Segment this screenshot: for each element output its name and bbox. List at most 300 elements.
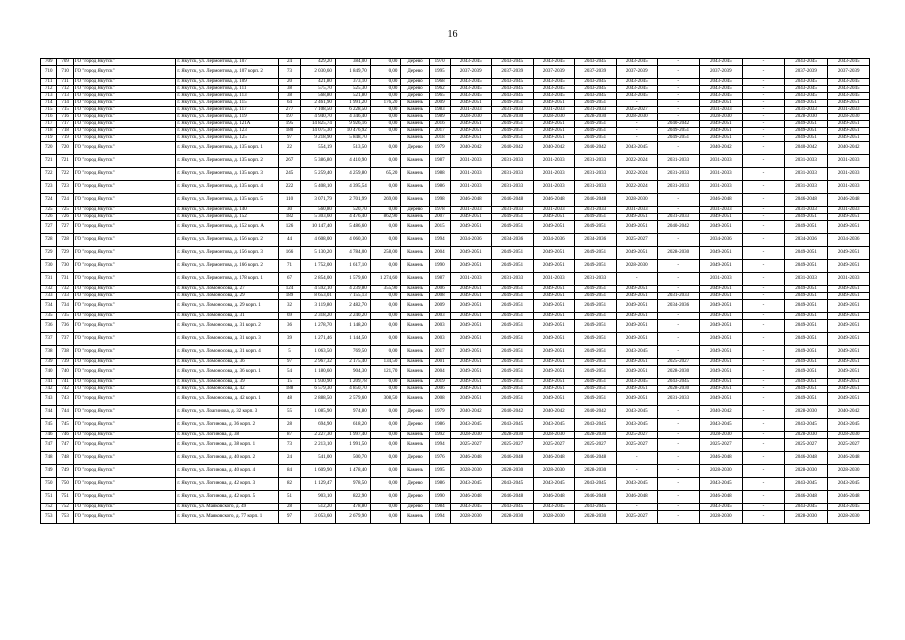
table-body xyxy=(41,59,870,524)
cell-residents: 22 xyxy=(279,142,301,155)
cell-house-number: 713 xyxy=(57,93,73,100)
cell-heating-repair: 2043-2045 xyxy=(616,478,658,491)
cell-insulation-repair: 2028-2030 xyxy=(828,511,870,524)
cell-residents: 124 xyxy=(279,286,301,293)
cell-municipality: ГО "город Якутск" xyxy=(73,121,176,128)
table-row xyxy=(41,194,870,207)
cell-sewer-repair: 2049-2051 xyxy=(784,393,828,406)
cell-sewer-repair: 2049-2051 xyxy=(784,128,828,135)
cell-row-number: 717 xyxy=(41,121,57,128)
cell-sewer-repair: 2049-2051 xyxy=(784,333,828,346)
cell-electric-repair: 2049-2051 xyxy=(575,214,617,221)
cell-heating-repair: 2043-2045 xyxy=(616,419,658,432)
cell-row-number: 733 xyxy=(41,293,57,300)
cell-elevator-repair: - xyxy=(658,511,700,524)
cell-address: г. Якутск, ул. Ломоносова, д. 36 корп. 1 xyxy=(176,366,279,379)
cell-address: г. Якутск, ул. Лермонтова, д. 135 корп. 3 xyxy=(176,168,279,181)
cell-insulation-repair: 2028-2030 xyxy=(828,114,870,121)
cell-gas-repair: - xyxy=(743,181,785,194)
cell-row-number: 739 xyxy=(41,359,57,366)
cell-address: г. Якутск, ул. Ломоносова, д. 31 корп. 4 xyxy=(176,346,279,359)
cell-total-area: 2 030,60 xyxy=(300,66,335,79)
cell-sewer-repair: 2049-2051 xyxy=(784,313,828,320)
cell-water-repair: 2049-2051 xyxy=(699,247,743,260)
cell-municipality: ГО "город Якутск" xyxy=(73,439,176,452)
cell-house-number: 742 xyxy=(57,386,73,393)
cell-living-area: 1 991,20 xyxy=(335,100,370,107)
cell-living-area: 1 617,10 xyxy=(335,260,370,273)
cell-insulation-repair: 2028-2030 xyxy=(828,432,870,439)
cell-nonliving-area: 0,00 xyxy=(370,79,401,86)
cell-address: г. Якутск, ул. Маяковского, д. 49 xyxy=(176,504,279,511)
cell-elevator-repair: 2040-2042 xyxy=(658,221,700,234)
table-row xyxy=(41,465,870,478)
cell-gas-repair: - xyxy=(743,478,785,491)
cell-living-area: 5 486,60 xyxy=(335,221,370,234)
cell-residents: 38 xyxy=(279,93,301,100)
cell-insulation-repair: 2046-2048 xyxy=(828,491,870,504)
cell-house-number: 714 xyxy=(57,100,73,107)
cell-elevator-repair: - xyxy=(658,79,700,86)
cell-facade-repair: 2049-2051 xyxy=(492,293,534,300)
cell-electric-repair: 2049-2051 xyxy=(575,128,617,135)
cell-year-built: 2015 xyxy=(429,221,450,234)
cell-wall-material: Дерево xyxy=(401,207,429,214)
cell-living-area: 1 579,60 xyxy=(335,273,370,286)
cell-row-number: 711 xyxy=(41,79,57,86)
cell-insulation-repair: 2031-2033 xyxy=(828,107,870,114)
cell-residents: 24 xyxy=(279,452,301,465)
cell-row-number: 751 xyxy=(41,491,57,504)
cell-municipality: ГО "город Якутск" xyxy=(73,155,176,168)
cell-heating-repair: 2028-2030 xyxy=(616,114,658,121)
cell-address: г. Якутск, ул. Логинова, д. 36 корп. 2 xyxy=(176,419,279,432)
cell-total-area: 1 063,50 xyxy=(300,346,335,359)
cell-sewer-repair: 2049-2051 xyxy=(784,320,828,333)
cell-living-area: 2 701,99 xyxy=(335,194,370,207)
cell-year-built: 1990 xyxy=(429,491,450,504)
cell-gas-repair: - xyxy=(743,59,785,66)
cell-facade-repair: 2049-2051 xyxy=(492,346,534,359)
cell-electric-repair: 2049-2051 xyxy=(575,135,617,142)
cell-water-repair: 2049-2051 xyxy=(699,379,743,386)
cell-municipality: ГО "город Якутск" xyxy=(73,142,176,155)
table-row xyxy=(41,93,870,100)
cell-facade-repair: 2046-2048 xyxy=(492,194,534,207)
cell-living-area: 1 991,50 xyxy=(335,439,370,452)
cell-electric-repair: 2043-2045 xyxy=(575,93,617,100)
cell-year-built: 1995 xyxy=(429,465,450,478)
cell-address: г. Якутск, ул. Ломоносова, д. 31 корп. 3 xyxy=(176,333,279,346)
cell-facade-repair: 2049-2051 xyxy=(492,214,534,221)
cell-year-built: 1990 xyxy=(429,260,450,273)
cell-foundation-repair: 2049-2051 xyxy=(533,320,575,333)
cell-wall-material: Камень xyxy=(401,181,429,194)
cell-row-number: 753 xyxy=(41,511,57,524)
cell-living-area: 618,20 xyxy=(335,419,370,432)
cell-facade-repair: 2049-2051 xyxy=(492,260,534,273)
table-row xyxy=(41,247,870,260)
cell-gas-repair: - xyxy=(743,142,785,155)
cell-wall-material: Дерево xyxy=(401,93,429,100)
table-row xyxy=(41,286,870,293)
cell-insulation-repair: 2043-2045 xyxy=(828,504,870,511)
cell-heating-repair: 2046-2048 xyxy=(616,491,658,504)
table-row xyxy=(41,214,870,221)
cell-municipality: ГО "город Якутск" xyxy=(73,181,176,194)
cell-sewer-repair: 2046-2048 xyxy=(784,491,828,504)
cell-roof-repair: 2034-2036 xyxy=(450,234,492,247)
table-row xyxy=(41,79,870,86)
cell-elevator-repair: - xyxy=(658,142,700,155)
cell-row-number: 715 xyxy=(41,107,57,114)
cell-electric-repair: 2043-2045 xyxy=(575,59,617,66)
cell-gas-repair: - xyxy=(743,379,785,386)
cell-living-area: 822,90 xyxy=(335,491,370,504)
cell-sewer-repair: 2049-2051 xyxy=(784,293,828,300)
cell-year-built: 1968 xyxy=(429,79,450,86)
cell-address: г. Якутск, ул. Лермонтова, д. 111 xyxy=(176,86,279,93)
cell-year-built: 2017 xyxy=(429,128,450,135)
cell-row-number: 727 xyxy=(41,221,57,234)
cell-electric-repair: 2031-2033 xyxy=(575,107,617,114)
cell-sewer-repair: 2043-2045 xyxy=(784,419,828,432)
cell-heating-repair: 2022-2024 xyxy=(616,181,658,194)
cell-house-number: 715 xyxy=(57,107,73,114)
cell-facade-repair: 2049-2051 xyxy=(492,128,534,135)
cell-gas-repair: - xyxy=(743,79,785,86)
cell-facade-repair: 2049-2051 xyxy=(492,100,534,107)
cell-municipality: ГО "город Якутск" xyxy=(73,207,176,214)
cell-water-repair: 2046-2048 xyxy=(699,194,743,207)
cell-electric-repair: 2049-2051 xyxy=(575,379,617,386)
cell-electric-repair: 2031-2033 xyxy=(575,168,617,181)
cell-total-area: 1 129,47 xyxy=(300,478,335,491)
cell-row-number: 730 xyxy=(41,260,57,273)
cell-wall-material: Камень xyxy=(401,432,429,439)
cell-house-number: 720 xyxy=(57,142,73,155)
cell-insulation-repair: 2049-2051 xyxy=(828,366,870,379)
cell-roof-repair: 2028-2030 xyxy=(450,465,492,478)
cell-address: г. Якутск, ул. Ломоносова, д. 31 корп. 2 xyxy=(176,320,279,333)
cell-insulation-repair: 2025-2027 xyxy=(828,439,870,452)
cell-living-area: 384,00 xyxy=(335,59,370,66)
cell-residents: 73 xyxy=(279,66,301,79)
cell-facade-repair: 2046-2048 xyxy=(492,491,534,504)
cell-sewer-repair: 2049-2051 xyxy=(784,286,828,293)
cell-address: г. Якутск, ул. Ломоносова, д. 29 корп. 1 xyxy=(176,300,279,313)
cell-nonliving-area: 0,00 xyxy=(370,478,401,491)
cell-address: г. Якутск, ул. Лермонтова, д. 123 xyxy=(176,128,279,135)
cell-living-area: 373,10 xyxy=(335,79,370,86)
cell-wall-material: Камень xyxy=(401,128,429,135)
cell-total-area: 5 130,20 xyxy=(300,247,335,260)
cell-gas-repair: - xyxy=(743,128,785,135)
cell-elevator-repair: - xyxy=(658,465,700,478)
cell-heating-repair: - xyxy=(616,452,658,465)
cell-heating-repair: 2049-2051 xyxy=(616,359,658,366)
cell-nonliving-area: 176,20 xyxy=(370,100,401,107)
cell-year-built: 2003 xyxy=(429,313,450,320)
cell-insulation-repair: 2049-2051 xyxy=(828,247,870,260)
cell-roof-repair: 2031-2033 xyxy=(450,273,492,286)
cell-electric-repair: 2031-2033 xyxy=(575,273,617,286)
cell-total-area: 5 408,10 xyxy=(300,181,335,194)
cell-residents: 28 xyxy=(279,419,301,432)
cell-water-repair: 2049-2051 xyxy=(699,300,743,313)
cell-total-area: 1 085,90 xyxy=(300,406,335,419)
cell-electric-repair: 2031-2033 xyxy=(575,155,617,168)
cell-living-area: 4 060,30 xyxy=(335,234,370,247)
cell-foundation-repair: 2028-2030 xyxy=(533,465,575,478)
cell-facade-repair: 2028-2030 xyxy=(492,432,534,439)
table-row xyxy=(41,406,870,419)
table-row xyxy=(41,234,870,247)
cell-gas-repair: - xyxy=(743,504,785,511)
cell-sewer-repair: 2028-2030 xyxy=(784,406,828,419)
cell-residents: 197 xyxy=(279,114,301,121)
cell-year-built: 2006 xyxy=(429,386,450,393)
cell-water-repair: 2043-2045 xyxy=(699,419,743,432)
cell-living-area: 2 482,70 xyxy=(335,300,370,313)
cell-total-area: 10 147,40 xyxy=(300,221,335,234)
cell-water-repair: 2028-2030 xyxy=(699,432,743,439)
cell-living-area: 4 850,70 xyxy=(335,386,370,393)
cell-water-repair: 2049-2051 xyxy=(699,320,743,333)
cell-gas-repair: - xyxy=(743,313,785,320)
cell-sewer-repair: 2028-2030 xyxy=(784,465,828,478)
cell-electric-repair: 2049-2051 xyxy=(575,100,617,107)
cell-facade-repair: 2043-2045 xyxy=(492,59,534,66)
cell-municipality: ГО "город Якутск" xyxy=(73,393,176,406)
cell-elevator-repair: 2031-2033 xyxy=(658,155,700,168)
cell-living-area: 1 144,50 xyxy=(335,333,370,346)
cell-heating-repair: 2031-2033 xyxy=(616,207,658,214)
cell-elevator-repair: 2028-2030 xyxy=(658,247,700,260)
cell-row-number: 752 xyxy=(41,504,57,511)
cell-municipality: ГО "город Якутск" xyxy=(73,194,176,207)
cell-sewer-repair: 2031-2033 xyxy=(784,107,828,114)
cell-row-number: 740 xyxy=(41,366,57,379)
cell-gas-repair: - xyxy=(743,93,785,100)
cell-row-number: 726 xyxy=(41,214,57,221)
cell-address: г. Якутск, ул. Лермонтова, д. 135 корп. 4 xyxy=(176,181,279,194)
cell-total-area: 694,90 xyxy=(300,419,335,432)
cell-sewer-repair: 2028-2030 xyxy=(784,114,828,121)
cell-foundation-repair: 2049-2051 xyxy=(533,359,575,366)
cell-water-repair: 2049-2051 xyxy=(699,135,743,142)
cell-foundation-repair: 2028-2030 xyxy=(533,432,575,439)
cell-wall-material: Дерево xyxy=(401,419,429,432)
cell-facade-repair: 2049-2051 xyxy=(492,286,534,293)
cell-sewer-repair: 2043-2045 xyxy=(784,93,828,100)
table-row xyxy=(41,221,870,234)
cell-sewer-repair: 2043-2045 xyxy=(784,478,828,491)
cell-heating-repair: 2025-2027 xyxy=(616,439,658,452)
cell-heating-repair: 2025-2027 xyxy=(616,107,658,114)
cell-gas-repair: - xyxy=(743,386,785,393)
cell-wall-material: Камень xyxy=(401,333,429,346)
cell-residents: 82 xyxy=(279,478,301,491)
cell-facade-repair: 2043-2045 xyxy=(492,86,534,93)
cell-living-area: 500,70 xyxy=(335,452,370,465)
cell-water-repair: 2049-2051 xyxy=(699,100,743,107)
cell-residents: 188 xyxy=(279,386,301,393)
cell-foundation-repair: 2025-2027 xyxy=(533,439,575,452)
cell-address: г. Якутск, ул. Лермонтова, д. 113 xyxy=(176,93,279,100)
cell-year-built: 2008 xyxy=(429,393,450,406)
cell-foundation-repair: 2049-2051 xyxy=(533,214,575,221)
cell-address: г. Якутск, ул. Логинова, д. 42 корп. 5 xyxy=(176,491,279,504)
cell-insulation-repair: 2046-2048 xyxy=(828,194,870,207)
cell-nonliving-area: 0,00 xyxy=(370,452,401,465)
table-row xyxy=(41,511,870,524)
cell-residents: 69 xyxy=(279,313,301,320)
cell-gas-repair: - xyxy=(743,439,785,452)
cell-sewer-repair: 2028-2030 xyxy=(784,432,828,439)
cell-living-area: 4 259,80 xyxy=(335,168,370,181)
cell-roof-repair: 2031-2033 xyxy=(450,207,492,214)
cell-wall-material: Дерево xyxy=(401,504,429,511)
cell-address: г. Якутск, ул. Лермонтова, д. 121А xyxy=(176,121,279,128)
cell-year-built: 2019 xyxy=(429,379,450,386)
cell-residents: 38 xyxy=(279,86,301,93)
cell-row-number: 735 xyxy=(41,313,57,320)
cell-sewer-repair: 2043-2045 xyxy=(784,504,828,511)
cell-roof-repair: 2043-2045 xyxy=(450,93,492,100)
cell-water-repair: 2049-2051 xyxy=(699,366,743,379)
cell-total-area: 2 967,32 xyxy=(300,359,335,366)
cell-nonliving-area: 0,00 xyxy=(370,155,401,168)
cell-gas-repair: - xyxy=(743,100,785,107)
cell-facade-repair: 2049-2051 xyxy=(492,300,534,313)
cell-facade-repair: 2046-2048 xyxy=(492,452,534,465)
cell-roof-repair: 2049-2051 xyxy=(450,135,492,142)
cell-residents: 30 xyxy=(279,207,301,214)
cell-wall-material: Дерево xyxy=(401,478,429,491)
cell-municipality: ГО "город Якутск" xyxy=(73,386,176,393)
cell-living-area: 2 679,90 xyxy=(335,511,370,524)
cell-insulation-repair: 2034-2036 xyxy=(828,234,870,247)
cell-heating-repair: 2025-2027 xyxy=(616,432,658,439)
cell-roof-repair: 2049-2051 xyxy=(450,293,492,300)
cell-address: г. Якутск, ул. Лермонтова, д. 178 корп. 1 xyxy=(176,273,279,286)
cell-living-area: 1 478,40 xyxy=(335,465,370,478)
cell-house-number: 719 xyxy=(57,135,73,142)
cell-house-number: 730 xyxy=(57,260,73,273)
cell-row-number: 714 xyxy=(41,100,57,107)
cell-electric-repair: 2049-2051 xyxy=(575,286,617,293)
cell-residents: 20 xyxy=(279,79,301,86)
cell-total-area: 8 653,01 xyxy=(300,293,335,300)
cell-facade-repair: 2031-2033 xyxy=(492,273,534,286)
table-row xyxy=(41,393,870,406)
cell-row-number: 721 xyxy=(41,155,57,168)
cell-total-area: 9 218,90 xyxy=(300,135,335,142)
cell-water-repair: 2028-2030 xyxy=(699,114,743,121)
cell-roof-repair: 2028-2030 xyxy=(450,432,492,439)
cell-gas-repair: - xyxy=(743,359,785,366)
cell-heating-repair: 2049-2051 xyxy=(616,221,658,234)
cell-elevator-repair: - xyxy=(658,439,700,452)
cell-row-number: 731 xyxy=(41,273,57,286)
cell-facade-repair: 2043-2045 xyxy=(492,504,534,511)
cell-wall-material: Камень xyxy=(401,114,429,121)
cell-nonliving-area: 0,00 xyxy=(370,320,401,333)
table-row xyxy=(41,273,870,286)
table-row xyxy=(41,168,870,181)
page-number: 16 xyxy=(447,29,458,40)
cell-electric-repair: 2049-2051 xyxy=(575,260,617,273)
cell-gas-repair: - xyxy=(743,419,785,432)
cell-elevator-repair: - xyxy=(658,491,700,504)
cell-wall-material: Камень xyxy=(401,386,429,393)
cell-municipality: ГО "город Якутск" xyxy=(73,286,176,293)
cell-heating-repair: 2028-2030 xyxy=(616,260,658,273)
cell-row-number: 724 xyxy=(41,194,57,207)
cell-sewer-repair: 2043-2045 xyxy=(784,79,828,86)
cell-roof-repair: 2049-2051 xyxy=(450,333,492,346)
cell-nonliving-area xyxy=(370,135,401,142)
cell-house-number: 739 xyxy=(57,359,73,366)
cell-elevator-repair: - xyxy=(658,234,700,247)
cell-insulation-repair: 2049-2051 xyxy=(828,135,870,142)
cell-row-number: 719 xyxy=(41,135,57,142)
cell-address: г. Якутск, ул. Ломоносова, д. 42 xyxy=(176,386,279,393)
cell-total-area: 4 608,00 xyxy=(300,234,335,247)
cell-row-number: 709 xyxy=(41,59,57,66)
cell-municipality: ГО "город Якутск" xyxy=(73,452,176,465)
cell-residents: 245 xyxy=(279,168,301,181)
cell-nonliving-area: 0,00 xyxy=(370,432,401,439)
cell-municipality: ГО "город Якутск" xyxy=(73,273,176,286)
cell-address: г. Якутск, ул. Лермонтова, д. 117 xyxy=(176,107,279,114)
cell-nonliving-area: 0,00 xyxy=(370,465,401,478)
cell-insulation-repair: 2031-2033 xyxy=(828,168,870,181)
cell-facade-repair: 2028-2030 xyxy=(492,511,534,524)
cell-living-area: 5 848,70 xyxy=(335,135,370,142)
cell-elevator-repair: - xyxy=(658,432,700,439)
cell-year-built: 2006 xyxy=(429,286,450,293)
cell-insulation-repair: 2049-2051 xyxy=(828,393,870,406)
cell-elevator-repair: - xyxy=(658,260,700,273)
cell-municipality: ГО "город Якутск" xyxy=(73,346,176,359)
cell-house-number: 748 xyxy=(57,452,73,465)
cell-nonliving-area: 0,00 xyxy=(370,419,401,432)
cell-roof-repair: 2031-2033 xyxy=(450,155,492,168)
cell-living-area: 4 346,40 xyxy=(335,114,370,121)
cell-nonliving-area: 0,00 xyxy=(370,66,401,79)
cell-residents: 180 xyxy=(279,128,301,135)
cell-municipality: ГО "город Якутск" xyxy=(73,128,176,135)
cell-facade-repair: 2043-2045 xyxy=(492,79,534,86)
cell-sewer-repair: 2049-2051 xyxy=(784,135,828,142)
cell-row-number: 745 xyxy=(41,419,57,432)
cell-wall-material: Камень xyxy=(401,286,429,293)
cell-year-built: 1987 xyxy=(429,155,450,168)
table-row xyxy=(41,107,870,114)
cell-foundation-repair: 2043-2045 xyxy=(533,79,575,86)
cell-water-repair: 2049-2051 xyxy=(699,386,743,393)
cell-year-built: 1986 xyxy=(429,419,450,432)
cell-year-built: 1983 xyxy=(429,107,450,114)
cell-water-repair: 2031-2033 xyxy=(699,207,743,214)
cell-roof-repair: 2049-2051 xyxy=(450,300,492,313)
cell-foundation-repair: 2043-2045 xyxy=(533,419,575,432)
cell-nonliving-area: 0,00 xyxy=(370,260,401,273)
cell-sewer-repair: 2049-2051 xyxy=(784,121,828,128)
cell-sewer-repair: 2049-2051 xyxy=(784,359,828,366)
